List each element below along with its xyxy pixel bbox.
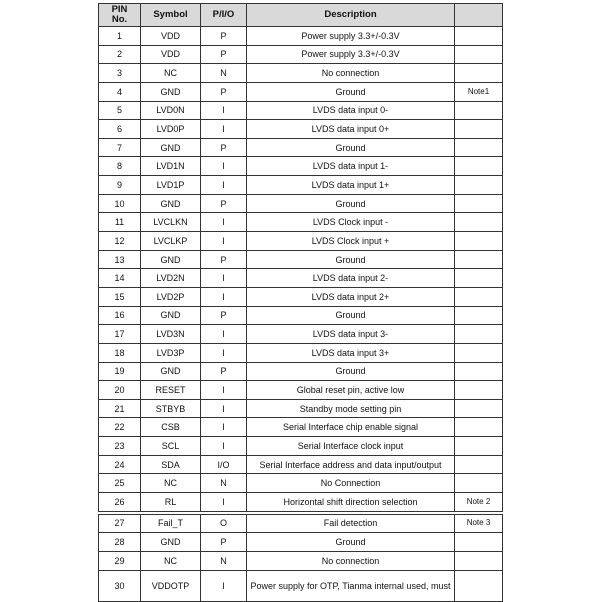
pin-symbol: STBYB <box>141 399 201 418</box>
pin-symbol: NC <box>141 551 201 570</box>
pin-note <box>455 138 503 157</box>
pin-symbol: LVD0P <box>141 120 201 139</box>
pin-description: LVDS Clock input - <box>247 213 455 232</box>
pin-note <box>455 232 503 251</box>
table-row <box>99 418 503 437</box>
pin-note <box>455 306 503 325</box>
pin-symbol: Fail_T <box>141 514 201 533</box>
pin-symbol: LVCLKN <box>141 213 201 232</box>
pin-symbol: VDD <box>141 45 201 64</box>
table-row <box>99 306 503 325</box>
pin-number: 1 <box>99 27 141 46</box>
header-pio: P/I/O <box>201 4 247 27</box>
table-row <box>99 45 503 64</box>
pin-type: P <box>201 250 247 269</box>
pin-number: 15 <box>99 287 141 306</box>
pin-number: 24 <box>99 455 141 474</box>
table-body <box>99 27 503 602</box>
pin-type: I <box>201 232 247 251</box>
pin-description: Ground <box>247 138 455 157</box>
pin-number: 30 <box>99 570 141 601</box>
pin-type: N <box>201 474 247 493</box>
pin-description: No connection <box>247 64 455 83</box>
pin-number: 9 <box>99 176 141 195</box>
pin-note <box>455 27 503 46</box>
pin-type: P <box>201 533 247 552</box>
table-row <box>99 120 503 139</box>
pin-number: 4 <box>99 82 141 101</box>
table-row <box>99 455 503 474</box>
pin-note <box>455 325 503 344</box>
table-row <box>99 232 503 251</box>
pin-type: I <box>201 418 247 437</box>
pin-description: Power supply for OTP, Tianma internal used, must <box>247 570 455 601</box>
pin-symbol: GND <box>141 306 201 325</box>
pin-description: LVDS data input 1+ <box>247 176 455 195</box>
pin-note <box>455 381 503 400</box>
pin-type: I <box>201 157 247 176</box>
pin-type: I <box>201 381 247 400</box>
pin-number: 29 <box>99 551 141 570</box>
pin-type: O <box>201 514 247 533</box>
pin-description: Ground <box>247 533 455 552</box>
pin-type: I <box>201 120 247 139</box>
pin-description: Horizontal shift direction selection <box>247 493 455 512</box>
header-description: Description <box>247 4 455 27</box>
pin-number: 19 <box>99 362 141 381</box>
pin-number: 16 <box>99 306 141 325</box>
pin-note <box>455 45 503 64</box>
pin-symbol: LVCLKP <box>141 232 201 251</box>
pin-note <box>455 269 503 288</box>
pin-symbol: VDD <box>141 27 201 46</box>
pin-number: 5 <box>99 101 141 120</box>
table-row <box>99 157 503 176</box>
pin-type: P <box>201 194 247 213</box>
table-row <box>99 176 503 195</box>
pin-symbol: GND <box>141 82 201 101</box>
pin-type: I <box>201 287 247 306</box>
pin-symbol: GND <box>141 362 201 381</box>
table-row <box>99 362 503 381</box>
pin-note <box>455 418 503 437</box>
pin-description: Ground <box>247 250 455 269</box>
pin-symbol: NC <box>141 474 201 493</box>
pin-type: I <box>201 269 247 288</box>
pin-symbol: LVD2P <box>141 287 201 306</box>
pin-number: 23 <box>99 437 141 456</box>
pin-description: Standby mode setting pin <box>247 399 455 418</box>
pin-symbol: LVD2N <box>141 269 201 288</box>
pin-description: LVDS data input 2- <box>247 269 455 288</box>
pin-description: Power supply 3.3+/-0.3V <box>247 45 455 64</box>
pin-description: LVDS data input 3- <box>247 325 455 344</box>
pin-note <box>455 287 503 306</box>
pin-description: Ground <box>247 194 455 213</box>
pin-description: Fail detection <box>247 514 455 533</box>
pin-note <box>455 343 503 362</box>
table-row <box>99 399 503 418</box>
pin-note <box>455 64 503 83</box>
pin-description: No connection <box>247 551 455 570</box>
pin-note <box>455 455 503 474</box>
pin-number: 14 <box>99 269 141 288</box>
pin-description: LVDS data input 1- <box>247 157 455 176</box>
pin-symbol: RL <box>141 493 201 512</box>
pin-note <box>455 533 503 552</box>
pin-note <box>455 101 503 120</box>
table-row <box>99 82 503 101</box>
pin-note <box>455 399 503 418</box>
pin-type: I <box>201 493 247 512</box>
pin-symbol: VDDOTP <box>141 570 201 601</box>
table-row <box>99 138 503 157</box>
pin-description: Ground <box>247 362 455 381</box>
table-row <box>99 551 503 570</box>
pin-number: 27 <box>99 514 141 533</box>
pin-number: 22 <box>99 418 141 437</box>
pin-type: P <box>201 306 247 325</box>
pin-description: Ground <box>247 306 455 325</box>
pin-note <box>455 194 503 213</box>
pin-number: 25 <box>99 474 141 493</box>
pin-note <box>455 570 503 601</box>
table-row <box>99 250 503 269</box>
header-pin-no: PIN No. <box>99 4 141 27</box>
pin-symbol: GND <box>141 533 201 552</box>
table-row <box>99 287 503 306</box>
pin-description: Serial Interface clock input <box>247 437 455 456</box>
pin-symbol: SDA <box>141 455 201 474</box>
pin-type: I <box>201 101 247 120</box>
pin-type: N <box>201 64 247 83</box>
pin-symbol: LVD3N <box>141 325 201 344</box>
pin-description: LVDS Clock input + <box>247 232 455 251</box>
pin-number: 17 <box>99 325 141 344</box>
pin-number: 18 <box>99 343 141 362</box>
table-row <box>99 474 503 493</box>
pin-type: P <box>201 362 247 381</box>
pin-note <box>455 437 503 456</box>
table-row <box>99 213 503 232</box>
table-row <box>99 101 503 120</box>
table-row <box>99 27 503 46</box>
pin-number: 20 <box>99 381 141 400</box>
pin-note <box>455 176 503 195</box>
pin-note <box>455 551 503 570</box>
pin-description: Global reset pin, active low <box>247 381 455 400</box>
pin-note <box>455 362 503 381</box>
pin-symbol: GND <box>141 194 201 213</box>
pin-description: LVDS data input 3+ <box>247 343 455 362</box>
pin-type: P <box>201 45 247 64</box>
pin-type: I <box>201 437 247 456</box>
pin-table <box>98 3 503 602</box>
pin-number: 2 <box>99 45 141 64</box>
table-row <box>99 269 503 288</box>
pin-note <box>455 474 503 493</box>
header-note <box>455 4 503 27</box>
header-symbol: Symbol <box>141 4 201 27</box>
pin-number: 26 <box>99 493 141 512</box>
pin-type: I/O <box>201 455 247 474</box>
pin-symbol: LVD1P <box>141 176 201 195</box>
pin-number: 6 <box>99 120 141 139</box>
pin-note: Note 2 <box>455 493 503 512</box>
table-row <box>99 64 503 83</box>
table-row <box>99 570 503 601</box>
table-row <box>99 343 503 362</box>
pin-number: 8 <box>99 157 141 176</box>
table-row <box>99 533 503 552</box>
pin-type: I <box>201 399 247 418</box>
pin-number: 13 <box>99 250 141 269</box>
pin-description: LVDS data input 0+ <box>247 120 455 139</box>
pin-type: P <box>201 82 247 101</box>
pin-symbol: GND <box>141 250 201 269</box>
pin-number: 11 <box>99 213 141 232</box>
pin-symbol: CSB <box>141 418 201 437</box>
pin-type: N <box>201 551 247 570</box>
pin-number: 12 <box>99 232 141 251</box>
pin-description: Ground <box>247 82 455 101</box>
pin-note <box>455 157 503 176</box>
pin-symbol: NC <box>141 64 201 83</box>
pin-number: 28 <box>99 533 141 552</box>
pin-description: Serial Interface address and data input/output <box>247 455 455 474</box>
pin-type: I <box>201 325 247 344</box>
pin-description: LVDS data input 0- <box>247 101 455 120</box>
pin-symbol: RESET <box>141 381 201 400</box>
pin-description: Serial Interface chip enable signal <box>247 418 455 437</box>
pin-note <box>455 250 503 269</box>
pin-type: I <box>201 213 247 232</box>
pin-number: 10 <box>99 194 141 213</box>
pin-description: LVDS data input 2+ <box>247 287 455 306</box>
pin-symbol: LVD0N <box>141 101 201 120</box>
table-row <box>99 437 503 456</box>
pin-number: 3 <box>99 64 141 83</box>
pin-symbol: SCL <box>141 437 201 456</box>
pin-number: 7 <box>99 138 141 157</box>
pin-type: I <box>201 176 247 195</box>
pin-type: I <box>201 343 247 362</box>
pin-type: I <box>201 570 247 601</box>
pin-description: No Connection <box>247 474 455 493</box>
table-row <box>99 493 503 512</box>
pin-symbol: GND <box>141 138 201 157</box>
table-row <box>99 194 503 213</box>
pin-description: Power supply 3.3+/-0.3V <box>247 27 455 46</box>
table-row <box>99 514 503 533</box>
pin-type: P <box>201 27 247 46</box>
pin-symbol: LVD1N <box>141 157 201 176</box>
pin-note <box>455 120 503 139</box>
table-row <box>99 325 503 344</box>
pin-type: P <box>201 138 247 157</box>
pin-note <box>455 213 503 232</box>
pin-note: Note 3 <box>455 514 503 533</box>
pin-note: Note1 <box>455 82 503 101</box>
pin-number: 21 <box>99 399 141 418</box>
table-row <box>99 381 503 400</box>
pin-symbol: LVD3P <box>141 343 201 362</box>
